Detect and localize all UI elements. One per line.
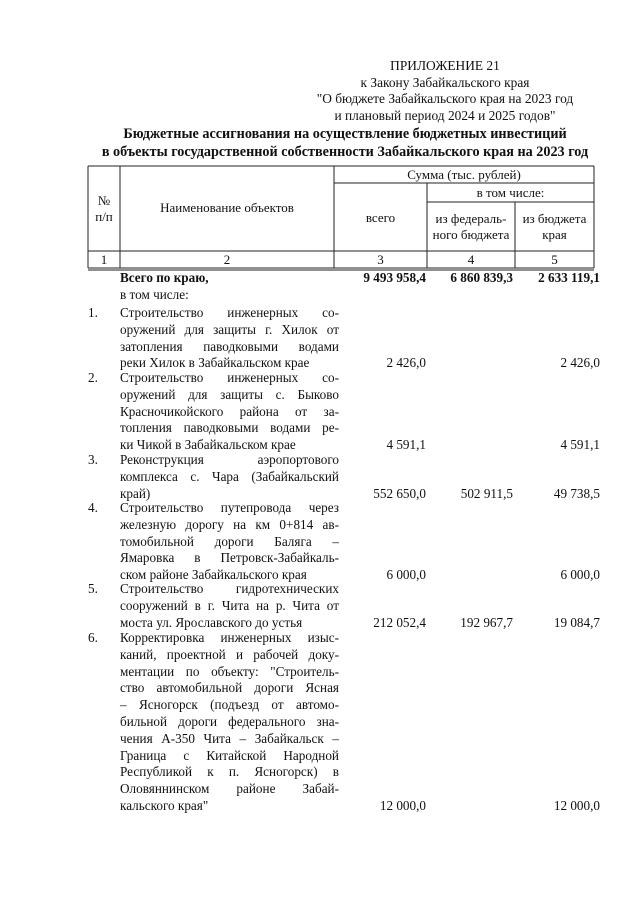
row-object-name-line: комплекса с. Чара (Забайкальский	[120, 468, 339, 484]
total-row-label: Всего по краю,	[120, 270, 209, 285]
row-object-name	[120, 581, 339, 631]
row-object-name-line: Строительство гидротехнических	[120, 581, 339, 596]
row-object-name-line: моста ул. Ярославского до устья	[120, 614, 303, 630]
header-federal-line1: из федераль-	[435, 211, 507, 226]
header-regional-line1: из бюджета	[522, 211, 587, 226]
row-total: 12 000,0	[379, 798, 426, 813]
row-object-name-line: затопления паводковыми водами	[120, 338, 339, 354]
table-row	[88, 630, 604, 815]
row-object-name-line: кальского края"	[120, 797, 209, 813]
row-object-name	[120, 630, 339, 815]
column-number-4: 4	[467, 252, 475, 267]
row-federal: 502 911,5	[460, 485, 513, 501]
row-total: 552 650,0	[373, 485, 426, 501]
header-num-sign: №	[97, 193, 111, 208]
row-object-name-line: каний, проектной и рабочей доку-	[120, 646, 339, 662]
row-regional: 4 591,1	[560, 437, 600, 453]
row-object-name-line: топления паводковыми водами ре-	[120, 420, 339, 436]
row-regional: 12 000,0	[553, 798, 600, 813]
row-regional: 2 426,0	[560, 355, 600, 371]
header-federal	[427, 211, 515, 242]
header-in-that: в том числе:	[476, 185, 545, 200]
row-object-name-line: железную дорогу на км 0+814 ав-	[120, 516, 339, 532]
header-federal-line2: ного бюджета	[432, 226, 510, 242]
row-total: 212 052,4	[373, 614, 426, 630]
row-object-name-line: ки Чикой в Забайкальском крае	[120, 437, 296, 453]
total-row-regional: 2 633 119,1	[538, 270, 600, 285]
row-object-name-line: ментации по объекту: "Строитель-	[120, 663, 339, 679]
header-num	[88, 193, 120, 224]
row-object-name	[120, 452, 339, 502]
total-row-total: 9 493 958,4	[363, 270, 426, 285]
table-row	[88, 452, 604, 502]
row-index: 6.	[88, 630, 98, 645]
row-object-name-line: ство автомобильной дороги Ясная	[120, 680, 339, 696]
header-num-abbr: п/п	[95, 208, 113, 224]
row-object-name-line: чения А-350 Чита – Забайкальск –	[120, 730, 339, 746]
header-regional-line2: края	[542, 226, 567, 242]
row-object-name-line: край)	[120, 485, 151, 501]
table-row	[88, 305, 604, 372]
row-object-name-line: Красночикойского района от за-	[120, 403, 339, 419]
appendix-law-period: и плановый период 2024 и 2025 годов"	[334, 107, 556, 123]
header-object-name: Наименование объектов	[160, 200, 294, 215]
table-row	[88, 500, 604, 584]
column-number-2: 2	[223, 252, 231, 267]
row-object-name	[120, 305, 339, 372]
row-object-name	[120, 500, 339, 584]
title-line-2: в объекты государственной собственности Забайкальского края на 2023 год	[101, 143, 589, 160]
row-index: 3.	[88, 452, 98, 467]
row-object-name-line: Строительство инженерных со-	[120, 370, 339, 385]
row-index: 2.	[88, 370, 98, 385]
total-row-federal: 6 860 839,3	[450, 270, 513, 285]
row-regional: 49 738,5	[553, 485, 600, 501]
row-total: 6 000,0	[386, 567, 426, 583]
row-object-name-line: Строительство путепровода через	[120, 500, 339, 515]
row-federal: 192 967,7	[460, 614, 513, 630]
row-object-name	[120, 370, 339, 454]
row-index: 4.	[88, 500, 98, 515]
row-object-name-line: Граница с Китайской Народной	[120, 747, 339, 763]
header-total: всего	[365, 210, 396, 225]
appendix-law-title: "О бюджете Забайкальского края на 2023 год	[316, 91, 574, 106]
column-number-5: 5	[551, 252, 558, 267]
row-object-name-line: оружений для защиты г. Хилок от	[120, 321, 339, 337]
header-regional	[515, 211, 594, 242]
row-object-name-line: сооружений в г. Чита на р. Чита от	[120, 597, 339, 613]
row-object-name-line: – Ясногорск (подъезд от автомо-	[120, 697, 339, 713]
row-object-name-line: Республикой к п. Ясногорск) в	[120, 764, 339, 780]
title-line-1: Бюджетные ассигнования на осуществление бюджетных инвестиций	[123, 126, 567, 142]
row-object-name-line: оружений для защиты с. Быково	[120, 386, 339, 402]
row-total: 4 591,1	[386, 437, 426, 453]
row-regional: 19 084,7	[553, 614, 600, 630]
row-object-name-line: Реконструкция аэропортового	[120, 452, 339, 467]
column-number-1: 1	[100, 252, 108, 267]
column-number-3: 3	[377, 252, 384, 267]
row-regional: 6 000,0	[560, 567, 600, 583]
row-total: 2 426,0	[386, 355, 426, 371]
row-object-name-line: Оловяннинском районе Забай-	[120, 781, 339, 797]
row-object-name-line: бильной дороги федерального зна-	[120, 713, 339, 729]
row-object-name-line: томобильной дороги Балягa –	[120, 533, 339, 549]
table-row	[88, 370, 604, 454]
document-title	[70, 126, 620, 161]
row-index: 1.	[88, 305, 98, 320]
row-object-name-line: Строительство инженерных со-	[120, 305, 339, 320]
row-object-name-line: реки Хилок в Забайкальском крае	[120, 355, 310, 371]
appendix-number: ПРИЛОЖЕНИЕ 21	[390, 58, 500, 73]
row-object-name-line: ском районе Забайкальского края	[120, 567, 307, 583]
row-index: 5.	[88, 581, 98, 596]
appendix-header	[300, 58, 590, 124]
row-object-name-line: Ямаровка в Петровск-Забайкаль-	[120, 550, 339, 566]
total-row-label-block	[120, 270, 339, 304]
table-row	[88, 581, 604, 631]
row-object-name-line: Корректировка инженерных изыс-	[120, 630, 339, 645]
total-row-sub: в том числе:	[120, 286, 189, 302]
header-sum: Сумма (тыс. рублей)	[407, 167, 521, 182]
total-row	[88, 270, 604, 304]
appendix-law: к Закону Забайкальского края	[360, 74, 530, 90]
